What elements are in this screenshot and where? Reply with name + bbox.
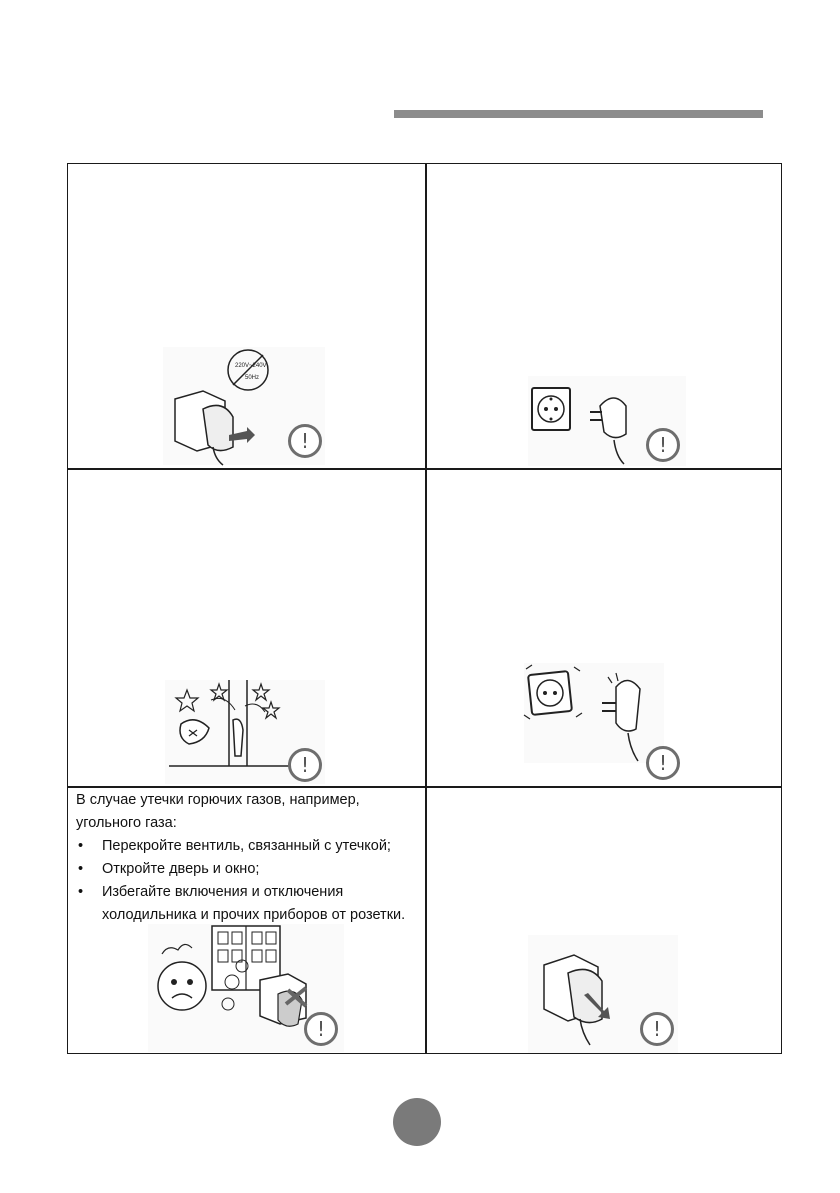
warning-icon: ! [646,428,680,462]
warning-icon: ! [288,424,322,458]
list-item: • Перекройте вентиль, связанный с утечкой; [76,835,426,858]
page-number-badge [393,1098,441,1146]
voltage-text: 220V~240V [235,363,267,369]
header-rule [394,110,763,118]
warning-icon: ! [640,1012,674,1046]
list-item: • Избегайте включения и отключения холодильника и прочих приборов от розетки. [76,881,426,927]
gas-leak-intro: В случае утечки горючих газов, например, угольного газа: [76,792,360,831]
warning-icon: ! [288,748,322,782]
frequency-text: 50Hz [245,375,260,381]
gas-leak-list [76,835,426,927]
gas-leak-instructions [76,789,426,927]
grid-divider-row-1 [67,468,782,470]
shaking-socket-illustration [524,663,664,763]
warning-icon: ! [646,746,680,780]
warning-icon: ! [304,1012,338,1046]
list-item: • Откройте дверь и окно; [76,858,426,881]
grid-divider-row-2 [67,786,782,788]
